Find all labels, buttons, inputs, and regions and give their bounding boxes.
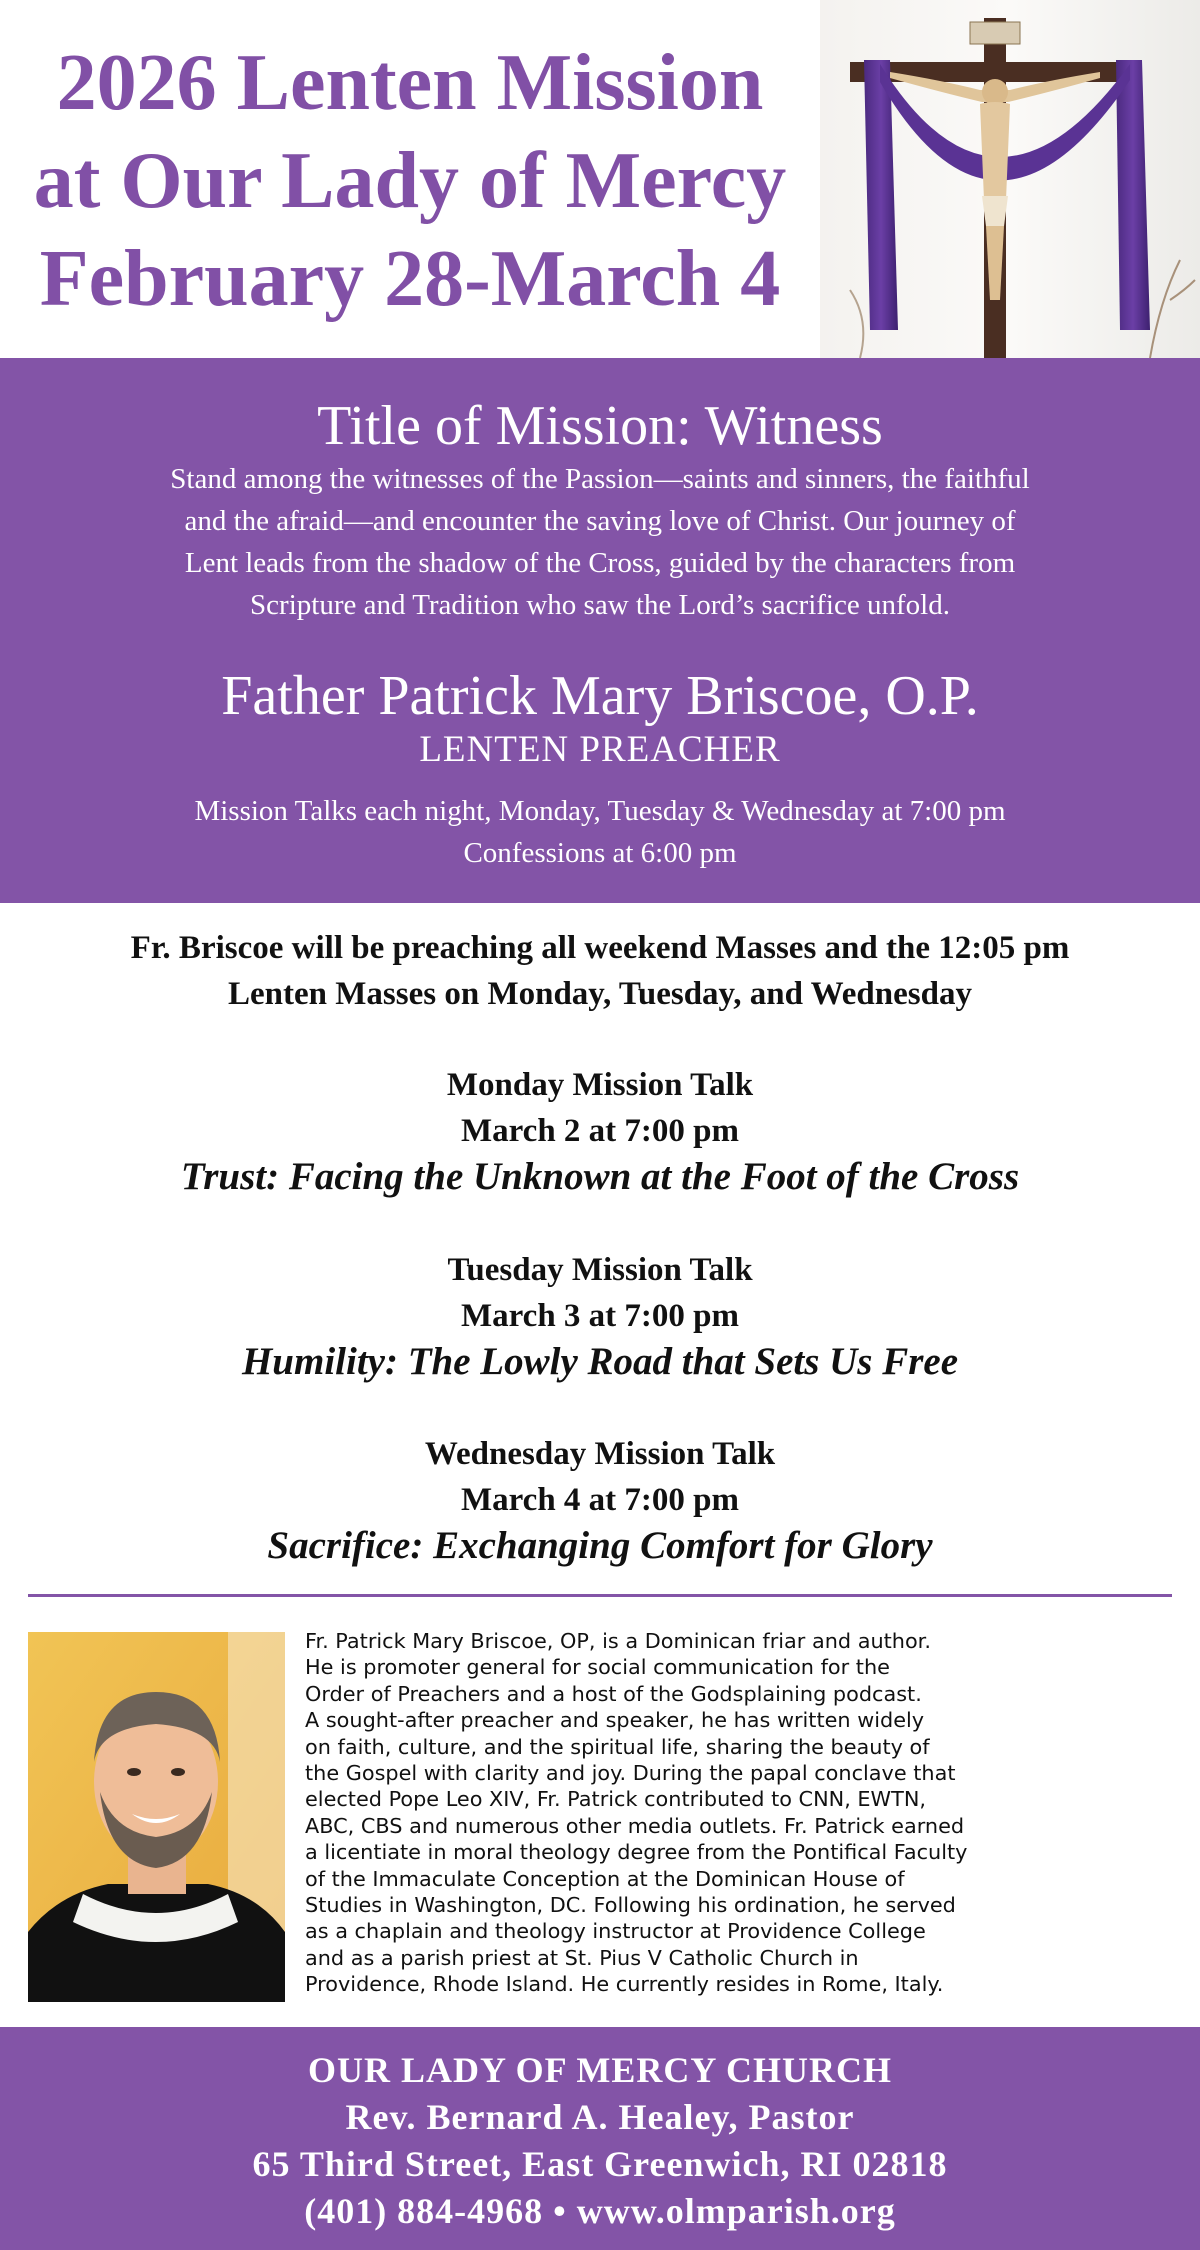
talk-title: Humility: The Lowly Road that Sets Us Free xyxy=(241,1340,959,1383)
talk-date: March 2 at 7:00 pm xyxy=(460,1113,740,1149)
talk-monday xyxy=(0,1062,1200,1200)
talk-heading: Monday Mission Talk xyxy=(446,1067,754,1103)
crucifix-image xyxy=(820,0,1200,358)
confessions-line: Confessions at 6:00 pm xyxy=(463,837,737,869)
church-contact: (401) 884-4968 • www.olmparish.org xyxy=(304,2191,896,2231)
preacher-name: Father Patrick Mary Briscoe, O.P. xyxy=(221,665,979,727)
bio-line: of the Immaculate Conception at the Dominican House of xyxy=(305,1866,905,1891)
schedule-line: Mission Talks each night, Monday, Tuesday & Wednesday at 7:00 pm xyxy=(194,795,1006,827)
preacher-bio xyxy=(305,1628,1185,1998)
bio-line: Order of Preachers and a host of the Godsplaining podcast. xyxy=(305,1681,922,1706)
header xyxy=(0,0,1200,358)
bio-line: and as a parish priest at St. Pius V Catholic Church in xyxy=(305,1945,859,1970)
weekend-masses-note xyxy=(0,925,1200,1017)
pastor-name: Rev. Bernard A. Healey, Pastor xyxy=(345,2097,855,2137)
bio-line: as a chaplain and theology instructor at Providence College xyxy=(305,1919,926,1944)
talk-title: Trust: Facing the Unknown at the Foot of the Cross xyxy=(180,1155,1020,1198)
bio-line: ABC, CBS and numerous other media outlets. Fr. Patrick earned xyxy=(305,1813,965,1838)
weekend-line: Lenten Masses on Monday, Tuesday, and Wednesday xyxy=(228,976,972,1012)
description-line: and the afraid—and encounter the saving love of Christ. Our journey of xyxy=(184,505,1016,537)
preacher-portrait-image xyxy=(28,1632,285,2002)
bio-line: Providence, Rhode Island. He currently resides in Rome, Italy. xyxy=(305,1972,944,1997)
weekend-line: Fr. Briscoe will be preaching all weekend Masses and the 12:05 pm xyxy=(130,930,1070,966)
mission-band xyxy=(0,358,1200,903)
talk-tuesday xyxy=(0,1247,1200,1385)
talk-date: March 4 at 7:00 pm xyxy=(460,1482,740,1518)
bio-line: on faith, culture, and the spiritual life, sharing the beauty of xyxy=(305,1734,930,1759)
church-footer xyxy=(0,2027,1200,2250)
description-line: Lent leads from the shadow of the Cross, guided by the characters from xyxy=(184,547,1016,579)
mission-description xyxy=(0,458,1200,626)
bio-line: a licentiate in moral theology degree from the Pontifical Faculty xyxy=(305,1840,968,1865)
church-name: OUR LADY OF MERCY CHURCH xyxy=(308,2050,892,2090)
bio-line: elected Pope Leo XIV, Fr. Patrick contributed to CNN, EWTN, xyxy=(305,1787,926,1812)
talk-date: March 3 at 7:00 pm xyxy=(460,1298,740,1334)
church-address: 65 Third Street, East Greenwich, RI 02818 xyxy=(252,2144,948,2184)
title-line: February 28-March 4 xyxy=(39,235,781,323)
bio-line: He is promoter general for social communication for the xyxy=(305,1655,890,1680)
talk-heading: Tuesday Mission Talk xyxy=(447,1252,753,1288)
talk-heading: Wednesday Mission Talk xyxy=(424,1436,776,1472)
talk-wednesday xyxy=(0,1431,1200,1569)
preacher-role: LENTEN PREACHER xyxy=(419,729,781,770)
mission-title: Title of Mission: Witness xyxy=(317,395,883,457)
talk-title: Sacrifice: Exchanging Comfort for Glory xyxy=(267,1524,933,1567)
divider xyxy=(28,1594,1172,1597)
bio-line: Fr. Patrick Mary Briscoe, OP, is a Dominican friar and author. xyxy=(305,1629,931,1653)
page-title xyxy=(0,34,820,328)
bio-line: A sought-after preacher and speaker, he has written widely xyxy=(305,1708,925,1733)
description-line: Scripture and Tradition who saw the Lord’s sacrifice unfold. xyxy=(250,589,950,621)
description-line: Stand among the witnesses of the Passion—saints and sinners, the faithful xyxy=(170,463,1030,495)
bio-line: Studies in Washington, DC. Following his ordination, he served xyxy=(305,1893,956,1918)
title-line: 2026 Lenten Mission xyxy=(56,39,764,127)
title-line: at Our Lady of Mercy xyxy=(33,137,787,225)
bio-line: the Gospel with clarity and joy. During the papal conclave that xyxy=(305,1761,956,1786)
talk-schedule xyxy=(0,790,1200,874)
